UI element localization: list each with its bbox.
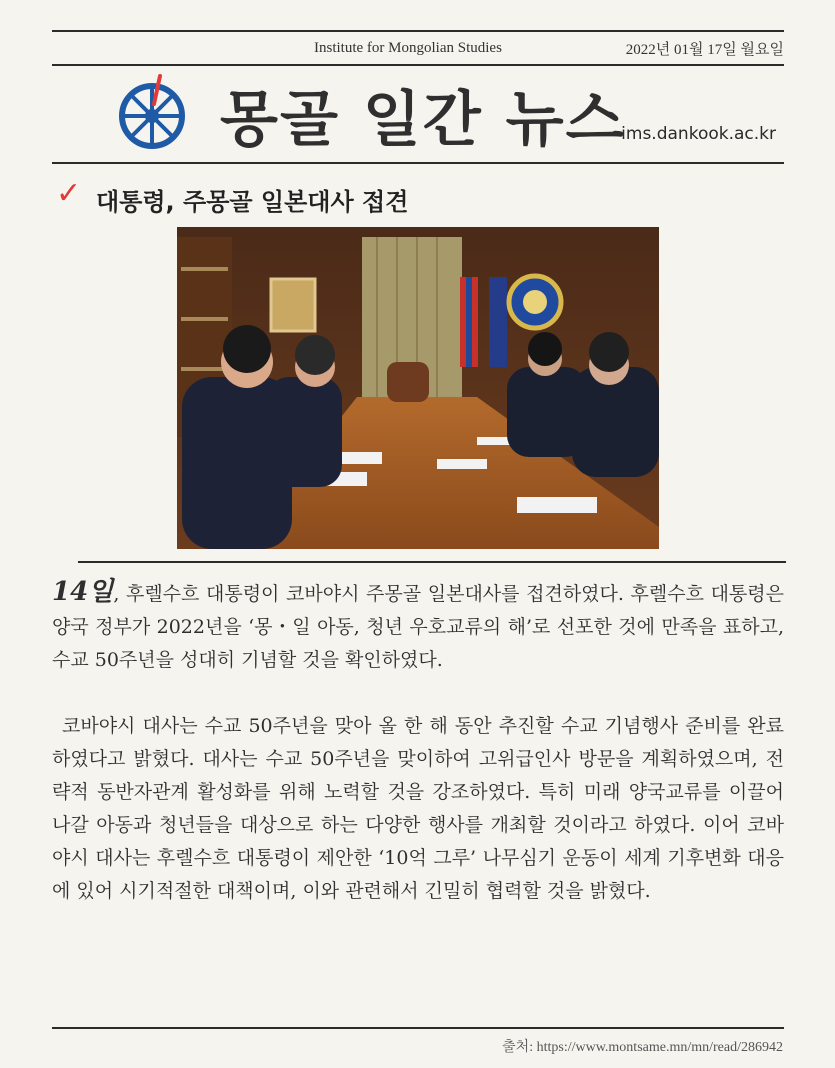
- footer-rule: [52, 1027, 784, 1029]
- paragraph-1: [52, 576, 784, 677]
- top-rule: [52, 30, 784, 32]
- source-link[interactable]: 출처: https://www.montsame.mn/mn/read/286942: [502, 1040, 783, 1055]
- paragraph-2: 코바야시 대사는 수교 50주년을 맞아 올 한 해 동안 추진할 수교 기념행사 준비를 완료하였다고 밝혔다. 대사는 수교 50주년을 맞이하여 고위급인사 방문을 계획하였으며, 전략적 동반자관계 활성화를 위해 노력할 것을 강조하였다. 특히 미래 양국교류를 이끌어 나갈 아동과 청년들을 대상으로 하는 다양한 행사를 개최할 것이라고 하였다. 이어 코바야시 대사는 후렐수흐 대통령이 제안한 ‘10억 그루’ 나무심기 운동이 세계 기후변화 대응에 있어 시기적절한 대책이며, 이와 관련해서 긴밀히 협력할 것을 밝혔다.: [52, 715, 784, 902]
- site-url[interactable]: ims.dankook.ac.kr: [621, 124, 776, 144]
- top-bar: [52, 36, 784, 60]
- paragraph-1-text: , 후렐수흐 대통령이 코바야시 주몽골 일본대사를 접견하였다. 후렐수흐 대통령은 양국 정부가 2022년을 ‘몽・일 아동, 청년 우호교류의 해’로 선포한 것에 만족을 표하고, 수교 50주년을 성대히 기념할 것을 확인하였다.: [52, 583, 784, 671]
- lead-date: 14일: [52, 577, 114, 607]
- article-body: [52, 576, 784, 908]
- article-rule: [78, 561, 786, 563]
- checkmark-icon: ✓: [56, 176, 82, 211]
- masthead: [52, 68, 784, 158]
- wheel-logo-icon: [118, 74, 194, 150]
- headline-text: 대통령, 주몽골 일본대사 접견: [96, 188, 409, 216]
- article-headline: [52, 176, 784, 216]
- institute-name: Institute for Mongolian Studies: [314, 40, 502, 56]
- meeting-photo: [177, 227, 659, 549]
- masthead-top-rule: [52, 64, 784, 66]
- issue-date: 2022년 01월 17일 월요일: [625, 42, 784, 58]
- newspaper-title: 몽골 일간 뉴스: [220, 85, 626, 155]
- masthead-bottom-rule: [52, 162, 784, 164]
